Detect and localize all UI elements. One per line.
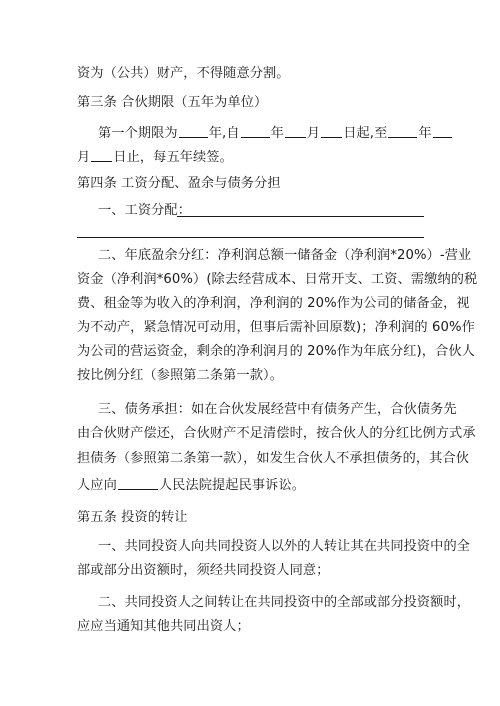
blank-year-count[interactable] [179,124,208,138]
blank-start-day[interactable] [321,124,342,138]
text-segment: 年 [270,126,284,141]
profit-paragraph-line-1: 二、年底盈余分红：净利润总额一储备金（净利润*20%）-营业 [98,248,472,263]
profit-paragraph-line-4: 为不动产，紧急情况可动用，但事后需补回原数)；净利润的 60%作 [77,320,475,335]
text-segment: 第一个期限为 [98,126,178,141]
debt-paragraph-line-3: 担债务（参照第二条第一款），如发生合伙人不承担债务的，其合伙 [77,451,470,466]
text-segment: 月 [77,150,91,165]
transfer-paragraph-1-line-2: 部或部分出资额时，须经共同投资人同意； [77,563,330,578]
text-segment: 月 [306,126,321,141]
article-3-heading: 第三条 合伙期限（五年为单位） [77,95,268,110]
blank-end-month[interactable] [433,124,452,138]
text-segment: 日起,至 [343,126,388,141]
salary-blank-line-2[interactable] [77,237,424,238]
transfer-paragraph-2-line-1: 二、共同投资人之间转让在共同投资中的全部或部分投资额时， [98,595,471,610]
text-segment: 年,自 [208,126,240,141]
salary-blank-line-1[interactable] [177,216,424,217]
blank-court-name[interactable] [118,476,158,490]
profit-paragraph-line-6: 按比例分红（参照第二条第一款）。 [77,368,283,383]
profit-paragraph-line-5: 为公司的营运资金，剩余的净利润月的 20%作为年底分红)，合伙人 [77,344,475,359]
article-4-heading: 第四条 工资分配、盈余与债务分担 [77,176,281,191]
salary-distribution-label: 一、工资分配： [98,203,192,218]
transfer-paragraph-1-line-1: 一、共同投资人向共同投资人以外的人转让其在共同投资中的全 [98,539,471,554]
text-line-1: 资为（公共）财产，不得随意分割。 [77,66,290,81]
blank-start-year[interactable] [241,124,270,138]
blank-end-year[interactable] [388,124,417,138]
profit-paragraph-line-3: 费、租金等为收入的净利润，净利润的 20%作为公司的储备金，视 [77,296,470,311]
text-segment: 年 [418,126,432,141]
term-period-line [98,124,432,142]
debt-paragraph-line-2: 由合伙财产偿还，合伙财产不足清偿时，按合伙人的分红比例方式承 [77,426,476,441]
profit-paragraph-line-2: 资金（净利润*60%）(除去经营成本、日常开支、工资、需缴纳的税 [77,272,478,287]
text-segment: 人民法院提起民事诉讼。 [158,478,306,493]
blank-end-day[interactable] [91,148,112,162]
blank-start-month[interactable] [285,124,306,138]
transfer-paragraph-2-line-2: 应应当通知其他共同出资人； [77,619,250,634]
debt-paragraph-line-4 [77,476,427,494]
article-5-heading: 第五条 投资的转让 [77,510,188,525]
text-segment: 人应向 [77,478,117,493]
term-period-line-2 [77,148,427,166]
text-segment: 日止，每五年续签。 [113,150,233,165]
debt-paragraph-line-1: 三、债务承担：如在合伙发展经营中有债务产生，合伙债务先 [98,402,457,417]
